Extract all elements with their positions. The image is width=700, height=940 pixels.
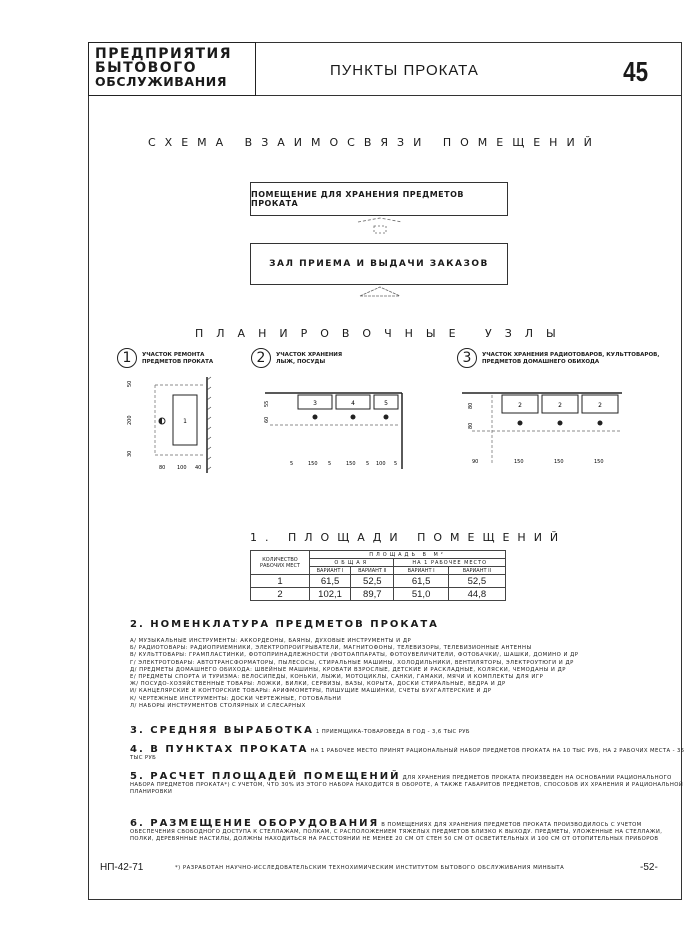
dim-label: 150 bbox=[346, 461, 356, 467]
variant-header: ВАРИАНТ I bbox=[310, 567, 351, 575]
variant-header: ВАРИАНТ II bbox=[351, 567, 394, 575]
dim-label: 90 bbox=[472, 459, 479, 465]
header-total: ОБЩАЯ bbox=[310, 559, 394, 567]
caption-line: УЧАСТОК РЕМОНТА bbox=[142, 352, 205, 358]
list-item: Б/ РАДИОТОВАРЫ: РАДИОПРИЕМНИКИ, ЭЛЕКТРОПРОИГРЫВАТЕЛИ, МАГНИТОФОНЫ, ТЕЛЕВИЗОРЫ, ТЕЛЕВИЗИОННЫЕ АНТЕННЫ bbox=[130, 645, 532, 652]
section-5-text: ДЛЯ ХРАНЕНИЯ ПРЕДМЕТОВ ПРОКАТА ПРОИЗВЕДЕН НА ОСНОВАНИИ РАЦИОНАЛЬНОГО НАБОРА ПРЕДМЕТОВ ПРОКАТА*) С УЧЕТОМ, ЧТО 30% ИЗ ЭТОГО НАБОРА НАХОДИТСЯ В ОБОРОТЕ, А ТАКЖЕ ГАБАРИТОВ ПРЕДМЕТОВ, СПОСОБОВ ИХ ХРАНЕНИЯ И РАЦИОНАЛЬНОЙ ПЛАНИРОВКИ bbox=[130, 775, 684, 796]
dim-label: 5 bbox=[366, 461, 370, 467]
header-workplaces: КОЛИЧЕСТВО РАБОЧИХ МЕСТ bbox=[251, 551, 310, 575]
dim-label: 100 bbox=[376, 461, 386, 467]
item-label: 2 bbox=[518, 402, 522, 409]
list-item: Д/ ПРЕДМЕТЫ ДОМАШНЕГО ОБИХОДА: ШВЕЙНЫЕ МАШИНЫ, КРОВАТИ ВЗРОСЛЫЕ, ДЕТСКИЕ И РАСКЛАДНЫЕ, КОЛЯСКИ, ЧЕМОДАНЫ И ДР bbox=[130, 666, 566, 673]
sheet-number: 45 bbox=[623, 56, 649, 87]
storage-room-box: ПОМЕЩЕНИЕ ДЛЯ ХРАНЕНИЯ ПРЕДМЕТОВ ПРОКАТА bbox=[250, 182, 508, 216]
node-3-caption bbox=[482, 352, 659, 366]
table-cell: 2 bbox=[251, 588, 310, 601]
section-5 bbox=[130, 773, 685, 797]
entrance-icon bbox=[340, 284, 420, 300]
section-6-title: 6. РАЗМЕЩЕНИЕ ОБОРУДОВАНИЯ bbox=[130, 818, 380, 829]
page-title: ПУНКТЫ ПРОКАТА bbox=[330, 62, 479, 79]
variant-header: ВАРИАНТ II bbox=[448, 567, 505, 575]
node-3-plan bbox=[462, 385, 622, 470]
scheme-title: СХЕМА ВЗАИМОСВЯЗИ ПОМЕЩЕНИЙ bbox=[148, 136, 601, 149]
variant-header: ВАРИАНТ I bbox=[394, 567, 448, 575]
list-item: А/ МУЗЫКАЛЬНЫЕ ИНСТРУМЕНТЫ: АККОРДЕОНЫ, БАЯНЫ, ДУХОВЫЕ ИНСТРУМЕНТЫ И ДР bbox=[130, 638, 412, 644]
item-label: 2 bbox=[558, 402, 562, 409]
dim-label: 80 bbox=[468, 422, 474, 429]
table-cell: 51,0 bbox=[394, 588, 448, 601]
header-area: ПЛОЩАДЬ В М² bbox=[310, 551, 506, 559]
dim-label: 200 bbox=[127, 415, 133, 425]
node-3-number: 3 bbox=[457, 348, 477, 368]
table-cell: 44,8 bbox=[448, 588, 505, 601]
dim-label: 100 bbox=[177, 465, 187, 471]
footnote: *) РАЗРАБОТАН НАУЧНО-ИССЛЕДОВАТЕЛЬСКИМ ТЕХНОХИМИЧЕСКИМ ИНСТИТУТОМ БЫТОВОГО ОБСЛУЖИВАНИЯ МИНБЫТА bbox=[175, 865, 565, 871]
door-connector-icon bbox=[340, 214, 420, 244]
caption-line: ПРЕДМЕТОВ ПРОКАТА bbox=[142, 359, 214, 365]
section-3-title: 3. СРЕДНЯЯ ВЫРАБОТКА bbox=[130, 725, 314, 736]
dim-label: 80 bbox=[159, 465, 166, 471]
section-4-title: 4. В ПУНКТАХ ПРОКАТА bbox=[130, 744, 309, 755]
node-2-caption bbox=[276, 352, 342, 366]
table-cell: 1 bbox=[251, 575, 310, 588]
list-item: Л/ НАБОРЫ ИНСТРУМЕНТОВ СТОЛЯРНЫХ И СЛЕСАРНЫХ bbox=[130, 702, 306, 709]
org-line-1: ПРЕДПРИЯТИЯ bbox=[95, 46, 233, 62]
dim-label: 5 bbox=[328, 461, 332, 467]
node-2-number: 2 bbox=[251, 348, 271, 368]
dim-label: 40 bbox=[195, 465, 202, 471]
dim-label: 150 bbox=[594, 459, 604, 465]
table-cell: 61,5 bbox=[394, 575, 448, 588]
dim-label: 150 bbox=[308, 461, 318, 467]
org-line-2: БЫТОВОГО bbox=[95, 60, 198, 76]
org-line-3: ОБСЛУЖИВАНИЯ bbox=[95, 74, 228, 89]
reception-hall-box: ЗАЛ ПРИЕМА И ВЫДАЧИ ЗАКАЗОВ bbox=[250, 243, 508, 285]
areas-table bbox=[250, 550, 506, 601]
list-item: Г/ ЭЛЕКТРОТОВАРЫ: АВТОТРАНСФОРМАТОРЫ, ПЫЛЕСОСЫ, СТИРАЛЬНЫЕ МАШИНЫ, ХОЛОДИЛЬНИКИ, ВЕНТИЛЯТОРЫ, ЭЛЕКТРОУТЮГИ И ДР bbox=[130, 659, 574, 666]
item-label: 5 bbox=[384, 400, 388, 407]
section-4 bbox=[130, 746, 685, 762]
table-cell: 89,7 bbox=[351, 588, 394, 601]
section-4-text: НА 1 РАБОЧЕЕ МЕСТО ПРИНЯТ РАЦИОНАЛЬНЫЙ НАБОР ПРЕДМЕТОВ ПРОКАТА НА 10 ТЫС РУБ, НА 2 РАБОЧИХ МЕСТА - 35 ТЫС РУБ bbox=[130, 748, 685, 762]
header-divider bbox=[256, 95, 682, 96]
dim-label: 55 bbox=[264, 400, 270, 407]
list-item: В/ КУЛЬТТОВАРЫ: ГРАМПЛАСТИНКИ, ФОТОПРИНАДЛЕЖНОСТИ /ФОТОАППАРАТЫ, ФОТОУВЕЛИЧИТЕЛИ, ФОТОБАЧКИ/, ШАШКИ, ДОМИНО И ДР bbox=[130, 652, 579, 659]
dim-label: 5 bbox=[394, 461, 398, 467]
table-cell: 102,1 bbox=[310, 588, 351, 601]
caption-line: УЧАСТОК ХРАНЕНИЯ bbox=[276, 352, 343, 358]
list-item: Ж/ ПОСУДО-ХОЗЯЙСТВЕННЫЕ ТОВАРЫ: ЛОЖКИ, ВИЛКИ, СЕРВИЗЫ, ВАЗЫ, КОРЫТА, ДОСКИ СТИРАЛЬНЫЕ, ВЕДРА И ДР bbox=[130, 681, 506, 688]
section-6-text: В ПОМЕЩЕНИЯХ ДЛЯ ХРАНЕНИЯ ПРЕДМЕТОВ ПРОКАТА ПРОИЗВОДИЛОСЬ С УЧЕТОМ ОБЕСПЕЧЕНИЯ СВОБОДНОГО ДОСТУПА К СТЕЛЛАЖАМ, ПОЛКАМ, С РАСПОЛОЖЕНИЕМ ТЯЖЕЛЫХ ПРЕДМЕТОВ БЛИЗКО К ВЫХОДУ. ПРЕДМЕТЫ, УЛОЖЕННЫЕ НА СТЕЛЛАЖИ, ПОЛКИ, ДЕРЕВЯННЫЕ НАСТИЛЫ, ДОЛЖНЫ НАХОДИТЬСЯ НА РАССТОЯНИИ НЕ МЕНЕЕ 20 СМ ОТ СТЕН 50 СМ ОТ ОСВЕТИТЕЛЬНЫХ И 100 СМ ОТ ОТОПИТЕЛЬНЫХ ПРИБОРОВ bbox=[130, 822, 663, 843]
table-row bbox=[251, 575, 506, 588]
dim-label: 50 bbox=[127, 380, 133, 387]
document-code: НП-42-71 bbox=[100, 862, 144, 873]
table-cell: 52,5 bbox=[448, 575, 505, 588]
list-item: И/ КАНЦЕЛЯРСКИЕ И КОНТОРСКИЕ ТОВАРЫ: АРИФМОМЕТРЫ, ПИШУЩИЕ МАШИНКИ, СЧЕТЫ БУХГАЛТЕРСКИЕ И ДР bbox=[130, 688, 492, 695]
section-5-title: 5. РАСЧЕТ ПЛОЩАДЕЙ ПОМЕЩЕНИЙ bbox=[130, 771, 401, 782]
caption-line: ПРЕДМЕТОВ ДОМАШНЕГО ОБИХОДА bbox=[482, 359, 600, 365]
node-1-number: 1 bbox=[117, 348, 137, 368]
header-per-place: НА 1 РАБОЧЕЕ МЕСТО bbox=[394, 559, 506, 567]
section-3 bbox=[130, 727, 685, 736]
caption-line: УЧАСТОК ХРАНЕНИЯ РАДИОТОВАРОВ, КУЛЬТТОВАРОВ, bbox=[482, 352, 660, 358]
table-cell: 52,5 bbox=[351, 575, 394, 588]
item-label: 3 bbox=[313, 400, 317, 407]
page-number: -52- bbox=[640, 862, 658, 873]
table-row bbox=[251, 588, 506, 601]
section-3-text: 1 ПРИЕМЩИКА-ТОВАРОВЕДА В ГОД - 3,6 ТЫС РУБ bbox=[315, 729, 470, 735]
dim-label: 80 bbox=[468, 402, 474, 409]
list-item: К/ ЧЕРТЕЖНЫЕ ИНСТРУМЕНТЫ: ДОСКИ ЧЕРТЕЖНЫЕ, ГОТОВАЛЬНИ bbox=[130, 695, 342, 702]
item-label: 4 bbox=[351, 400, 355, 407]
node-1-caption bbox=[142, 352, 213, 366]
item-label: 1 bbox=[183, 418, 187, 425]
nomenclature-title: 2. НОМЕНКЛАТУРА ПРЕДМЕТОВ ПРОКАТА bbox=[130, 619, 439, 630]
node-2-plan bbox=[260, 385, 410, 470]
item-label: 2 bbox=[598, 402, 602, 409]
list-item: Е/ ПРЕДМЕТЫ СПОРТА И ТУРИЗМА: ВЕЛОСИПЕДЫ, КОНЬКИ, ЛЫЖИ, МОТОЦИКЛЫ, САНКИ, ГАМАКИ, МЯЧИ И КОМПЛЕКТЫ ДЛЯ ИГР bbox=[130, 674, 544, 681]
nomenclature-list bbox=[130, 638, 579, 710]
dim-label: 60 bbox=[264, 416, 270, 423]
caption-line: ЛЫЖ, ПОСУДЫ bbox=[276, 359, 326, 365]
section-6 bbox=[130, 820, 685, 844]
node-1-plan bbox=[125, 375, 215, 475]
dim-label: 5 bbox=[290, 461, 294, 467]
dim-label: 30 bbox=[127, 450, 133, 457]
table-cell: 61,5 bbox=[310, 575, 351, 588]
areas-title: 1. ПЛОЩАДИ ПОМЕЩЕНИЙ bbox=[250, 531, 567, 544]
planning-title: ПЛАНИРОВОЧНЫЕ УЗЛЫ bbox=[195, 327, 569, 340]
organization-block bbox=[88, 42, 256, 96]
dim-label: 150 bbox=[514, 459, 524, 465]
dim-label: 150 bbox=[554, 459, 564, 465]
